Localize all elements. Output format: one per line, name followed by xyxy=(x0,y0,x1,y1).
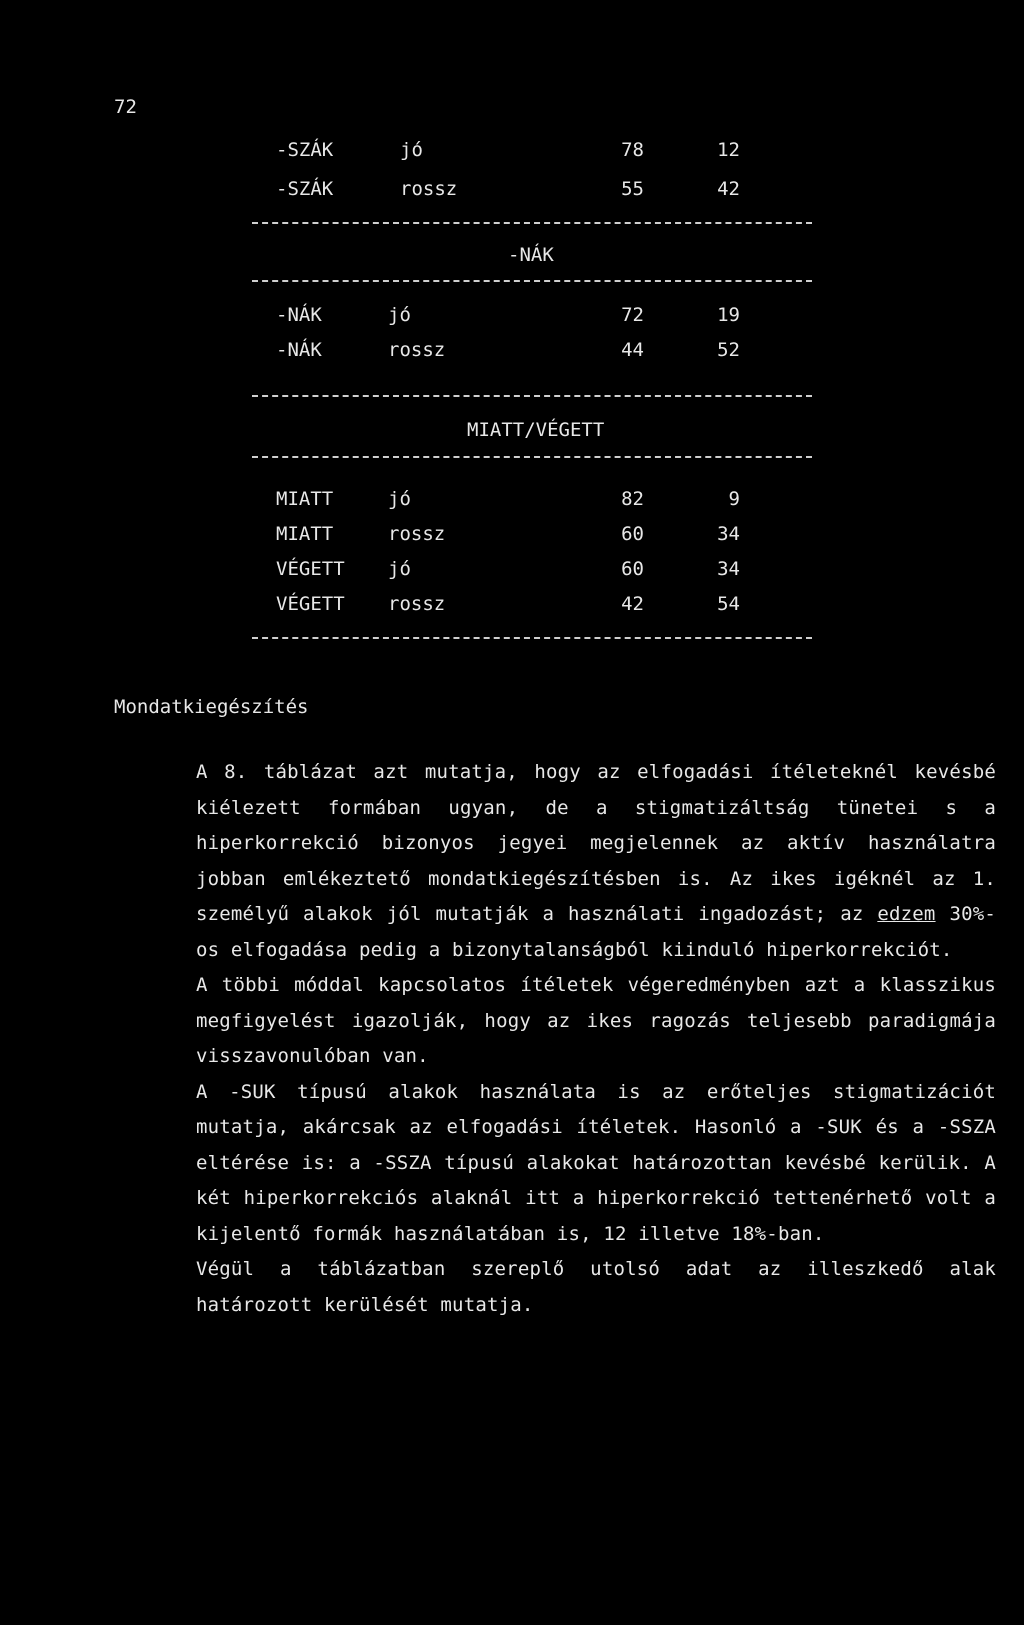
paragraph xyxy=(116,755,996,968)
value-a-cell: 60 xyxy=(621,523,644,545)
form-cell: -NÁK xyxy=(276,339,322,361)
value-a-cell: 55 xyxy=(621,178,644,200)
value-b-cell: 52 xyxy=(717,339,740,361)
value-a-cell: 60 xyxy=(621,558,644,580)
form-cell: MIATT xyxy=(276,523,334,545)
value-b-cell: 34 xyxy=(717,558,740,580)
value-b-cell: 54 xyxy=(717,593,740,615)
dashed-divider xyxy=(252,222,812,224)
page-number: 72 xyxy=(114,96,137,118)
table-row xyxy=(0,336,1024,364)
value-a-cell: 42 xyxy=(621,593,644,615)
dashed-divider xyxy=(252,456,812,458)
judgment-cell: rossz xyxy=(388,593,446,615)
paragraph-text: 30%-os elfogadása pedig a bizonytalanságból kiinduló hiperkorrekciót. xyxy=(196,903,996,961)
form-cell: -SZÁK xyxy=(276,178,334,200)
form-cell: -NÁK xyxy=(276,304,322,326)
dashed-divider xyxy=(252,280,812,282)
body-text xyxy=(116,755,996,1323)
judgment-cell: jó xyxy=(388,488,411,510)
paragraph-text: A 8. táblázat azt mutatja, hogy az elfogadási ítéleteknél kevésbé kiélezett formában ugyan, de a stigmatizáltság tünetei s a hiperkorrekció bizonyos jegyei megjelennek az aktív használatra jobban emlékeztető mondatkiegészítésben is. Az ikes igéknél az 1. személyű alakok jól mutatják a használati ingadozást; az xyxy=(196,761,996,925)
judgment-cell: rossz xyxy=(388,523,446,545)
table-row xyxy=(0,175,1024,203)
judgment-cell: rossz xyxy=(400,178,458,200)
form-cell: VÉGETT xyxy=(276,593,345,615)
judgment-cell: jó xyxy=(400,139,423,161)
value-b-cell: 34 xyxy=(717,523,740,545)
form-cell: -SZÁK xyxy=(276,139,334,161)
dashed-divider xyxy=(252,395,812,397)
table-row xyxy=(0,301,1024,329)
paragraph: A többi móddal kapcsolatos ítéletek végeredményben azt a klasszikus megfigyelést igazolják, hogy az ikes ragozás teljesebb paradigmája visszavonulóban van. xyxy=(196,974,996,1067)
form-cell: MIATT xyxy=(276,488,334,510)
group-header-miatt-vegett: MIATT/VÉGETT xyxy=(467,419,605,441)
value-a-cell: 78 xyxy=(621,139,644,161)
paragraph: A -SUK típusú alakok használata is az erőteljes stigmatizációt mutatja, akárcsak az elfogadási ítéletek. Hasonló a -SUK és a -SSZA eltérése is: a -SSZA típusú alakokat határozottan kevésbé kerülik. A két hiperkorrekciós alaknál itt a hiperkorrekció tettenérhető volt a kijelentő formák használatában is, 12 illetve 18%-ban. xyxy=(196,1080,996,1245)
value-b-cell: 19 xyxy=(717,304,740,326)
table-row xyxy=(0,555,1024,583)
paragraph: Végül a táblázatban szereplő utolsó adat az illeszkedő alak határozott kerülését mutatja. xyxy=(196,1258,996,1316)
value-a-cell: 44 xyxy=(621,339,644,361)
judgment-cell: rossz xyxy=(388,339,446,361)
form-cell: VÉGETT xyxy=(276,558,345,580)
group-header-nak: -NÁK xyxy=(508,244,554,266)
section-title: Mondatkiegészítés xyxy=(114,696,309,718)
value-b-cell: 42 xyxy=(717,178,740,200)
underlined-word: edzem xyxy=(877,903,936,925)
value-b-cell: 9 xyxy=(728,488,740,510)
judgment-cell: jó xyxy=(388,558,411,580)
value-a-cell: 82 xyxy=(621,488,644,510)
dashed-divider xyxy=(252,637,812,639)
table-row xyxy=(0,590,1024,618)
value-a-cell: 72 xyxy=(621,304,644,326)
table-row xyxy=(0,136,1024,164)
judgment-cell: jó xyxy=(388,304,411,326)
value-b-cell: 12 xyxy=(717,139,740,161)
table-row xyxy=(0,520,1024,548)
table-row xyxy=(0,485,1024,513)
